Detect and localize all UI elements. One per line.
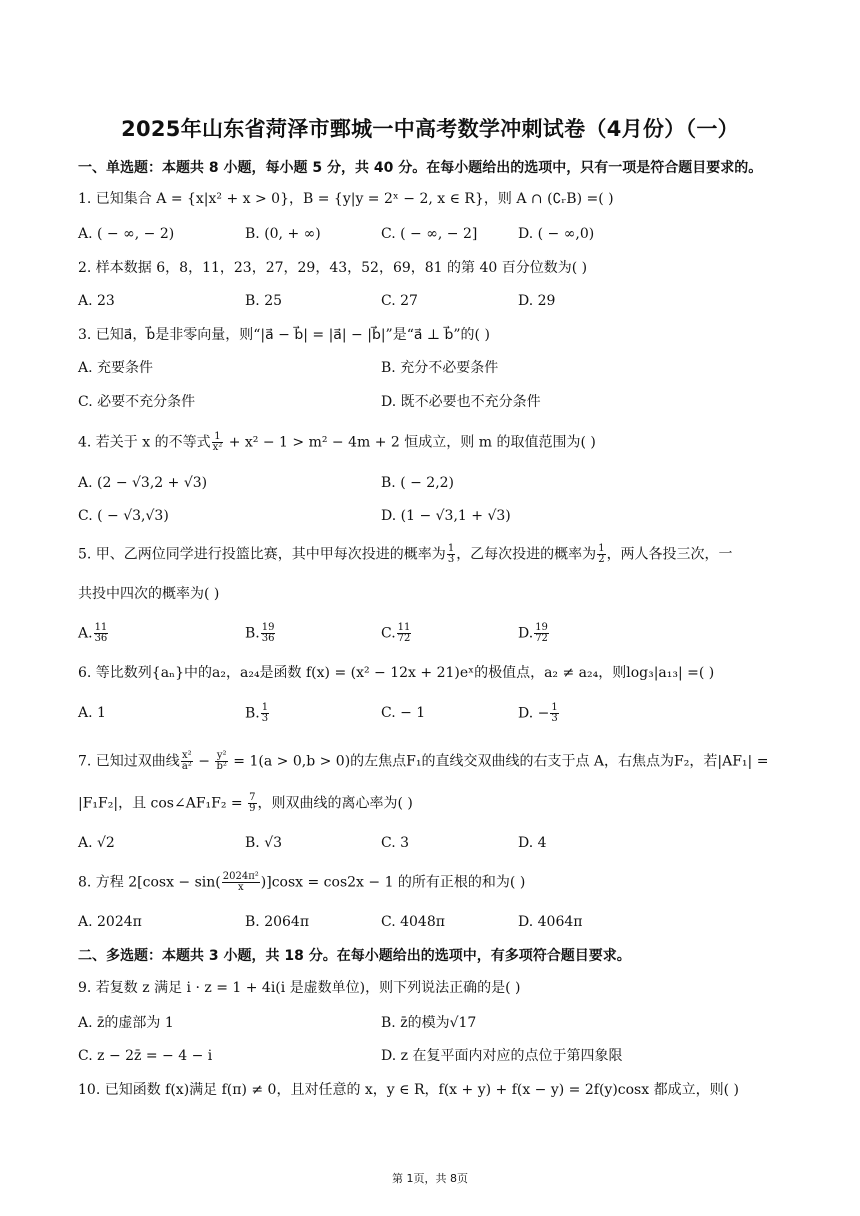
numerator: 2024π² — [222, 871, 259, 882]
q7-line2-end: ，则双曲线的离心率为( ) — [257, 795, 413, 812]
option-fraction — [534, 623, 549, 644]
q5-fraction-one-half — [597, 544, 605, 565]
q2-option-d: D. 29 — [518, 293, 556, 309]
question-10: 10. 已知函数 f(x)满足 f(π) ≠ 0，且对任意的 x，y ∈ R，f(x + y) + f(x − y) = 2f(y)cosx 都成立，则( ) — [78, 1082, 739, 1098]
question-2: 2. 样本数据 6，8，11，23，27，29，43，52，69，81 的第 40 百分位数为( ) — [78, 260, 588, 276]
section-heading-single-choice: 一、单选题：本题共 8 小题，每小题 5 分，共 40 分。在每小题给出的选项中，只有一项是符合题目要求的。 — [78, 160, 763, 176]
option-fraction — [261, 623, 276, 644]
q4-fraction — [212, 432, 224, 453]
q7-fraction-seven-ninths — [248, 793, 256, 814]
question-7 — [78, 751, 798, 772]
numerator: x² — [181, 750, 192, 761]
q7-option-c: C. 3 — [381, 835, 410, 851]
q8-stem-end: )]cosx = cos2x − 1 的所有正根的和为( ) — [260, 874, 526, 891]
q7-fraction-x — [181, 751, 193, 772]
q6-option-d — [518, 703, 560, 724]
option-fraction — [94, 623, 109, 644]
q5-fraction-one-third — [447, 544, 455, 565]
option-letter: A. — [78, 625, 93, 642]
numerator: 11 — [397, 622, 411, 633]
numerator: y² — [216, 750, 227, 761]
q9-option-a: A. z̄的虚部为 1 — [78, 1015, 174, 1031]
question-5-line-2: 共投中四次的概率为( ) — [78, 586, 220, 602]
denominator: b² — [216, 761, 227, 772]
question-8 — [78, 872, 798, 893]
denominator: 9 — [249, 803, 256, 814]
q5-option-c — [381, 623, 412, 644]
q8-option-b: B. 2064π — [245, 914, 310, 930]
q1-option-b: B. (0, + ∞) — [245, 226, 321, 242]
q3-option-a: A. 充要条件 — [78, 360, 154, 376]
numerator: 19 — [535, 622, 548, 633]
q5-stem-part-1: 5. 甲、乙两位同学进行投篮比赛，其中甲每次投进的概率为 — [78, 546, 446, 563]
denominator: 3 — [551, 713, 558, 724]
q2-option-b: B. 25 — [245, 293, 283, 309]
q7-stem-end: = 1(a > 0,b > 0)的左焦点F₁的直线交双曲线的右支于点 A，右焦点为F₂，若|AF₁| = — [228, 753, 769, 770]
q1-option-c: C. ( − ∞, − 2] — [381, 226, 478, 242]
option-fraction — [261, 703, 269, 724]
question-7-line-2 — [78, 793, 798, 814]
denominator: a² — [181, 761, 192, 772]
question-1: 1. 已知集合 A = {x|x² + x > 0}，B = {y|y = 2ˣ − 2, x ∈ R}，则 A ∩ (∁ᵣB) =( ) — [78, 191, 614, 207]
question-3: 3. 已知a⃗，b⃗是非零向量，则“|a⃗ − b⃗| = |a⃗| − |b⃗|”是“a⃗ ⊥ b⃗”的( ) — [78, 327, 490, 343]
denominator: 36 — [94, 633, 108, 644]
numerator: 1 — [598, 543, 605, 554]
option-letter: D. — [518, 625, 534, 642]
numerator: 1 — [447, 543, 455, 554]
q1-option-a: A. ( − ∞, − 2) — [78, 226, 175, 242]
denominator: x — [237, 882, 244, 893]
q5-stem-part-3: ，两人各投三次，一 — [606, 546, 733, 563]
question-4 — [78, 432, 798, 453]
denominator: 36 — [261, 633, 275, 644]
q4-option-c: C. ( − √3,√3) — [78, 508, 169, 524]
option-letter: C. — [381, 625, 396, 642]
q7-line2-start: |F₁F₂|，且 cos∠AF₁F₂ = — [78, 795, 248, 812]
q2-option-a: A. 23 — [78, 293, 115, 309]
q6-option-b — [245, 703, 270, 724]
q5-option-a — [78, 623, 109, 644]
denominator: 3 — [261, 713, 269, 724]
denominator: 3 — [447, 554, 455, 565]
page-title: 2025年山东省菏泽市鄄城一中高考数学冲刺试卷（4月份）（一） — [121, 117, 739, 141]
denominator: 2 — [598, 554, 605, 565]
q5-stem-part-2: ，乙每次投进的概率为 — [456, 546, 597, 563]
q7-option-b: B. √3 — [245, 835, 283, 851]
q7-option-d: D. 4 — [518, 835, 547, 851]
q7-option-a: A. √2 — [78, 835, 115, 851]
q8-option-a: A. 2024π — [78, 914, 142, 930]
q4-option-b: B. ( − 2,2) — [381, 475, 455, 491]
q8-option-d: D. 4064π — [518, 914, 583, 930]
q3-option-d: D. 既不必要也不充分条件 — [381, 394, 541, 410]
q3-option-b: B. 充分不必要条件 — [381, 360, 499, 376]
q5-option-b — [245, 623, 276, 644]
q1-option-d: D. ( − ∞,0) — [518, 226, 595, 242]
option-letter: D. − — [518, 705, 550, 722]
q8-stem-start: 8. 方程 2[cosx − sin( — [78, 874, 221, 891]
q7-stem-start: 7. 已知过双曲线 — [78, 753, 180, 770]
denominator: 72 — [535, 633, 548, 644]
section-heading-multi-choice: 二、多选题：本题共 3 小题，共 18 分。在每小题给出的选项中，有多项符合题目要求。 — [78, 948, 631, 964]
q9-option-b: B. z̄的模为√17 — [381, 1015, 477, 1031]
minus-sign: − — [193, 753, 215, 770]
q8-fraction — [222, 872, 260, 893]
denominator: 72 — [397, 633, 411, 644]
q4-stem-start: 4. 若关于 x 的不等式 — [78, 434, 211, 451]
numerator: 1 — [551, 702, 558, 713]
numerator: 19 — [261, 622, 275, 633]
q9-option-c: C. z − 2z̄ = − 4 − i — [78, 1048, 213, 1064]
option-letter: B. — [245, 705, 260, 722]
q5-option-d — [518, 623, 550, 644]
question-6: 6. 等比数列{aₙ}中的a₂，a₂₄是函数 f(x) = (x² − 12x + 21)eˣ的极值点，a₂ ≠ a₂₄，则log₃|a₁₃| =( ) — [78, 665, 715, 681]
page-footer: 第 1页，共 8页 — [392, 1172, 468, 1185]
question-9: 9. 若复数 z 满足 i · z = 1 + 4i(i 是虚数单位)，则下列说法正确的是( ) — [78, 980, 521, 996]
q2-option-c: C. 27 — [381, 293, 418, 309]
numerator: 1 — [261, 702, 269, 713]
q4-fraction-denominator: x² — [212, 442, 223, 453]
question-5 — [78, 544, 798, 565]
q8-option-c: C. 4048π — [381, 914, 445, 930]
q4-stem-end: + x² − 1 > m² − 4m + 2 恒成立，则 m 的取值范围为( ) — [224, 434, 596, 451]
q6-option-a: A. 1 — [78, 705, 106, 721]
q3-option-c: C. 必要不充分条件 — [78, 394, 196, 410]
q6-option-c: C. − 1 — [381, 705, 426, 721]
q4-option-d: D. (1 − √3,1 + √3) — [381, 508, 511, 524]
option-fraction — [397, 623, 412, 644]
q9-option-d: D. z 在复平面内对应的点位于第四象限 — [381, 1048, 623, 1064]
numerator: 11 — [94, 622, 108, 633]
numerator: 7 — [249, 792, 256, 803]
option-fraction — [550, 703, 558, 724]
q7-fraction-y — [215, 751, 227, 772]
q4-fraction-numerator: 1 — [212, 432, 224, 443]
q4-option-a: A. (2 − √3,2 + √3) — [78, 475, 208, 491]
option-letter: B. — [245, 625, 260, 642]
